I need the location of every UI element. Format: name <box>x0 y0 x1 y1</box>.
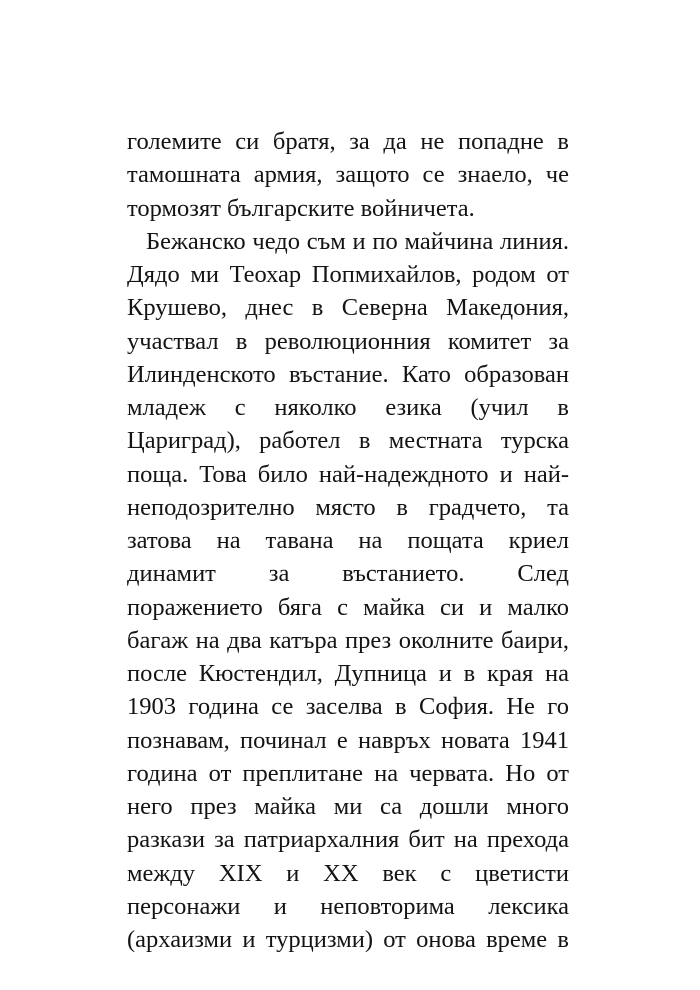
text-line: багаж на два катъра през околните баири, <box>127 626 569 654</box>
text-line: затова на тавана на пощата криел <box>127 527 569 554</box>
text-line: после Кюстендил, Дупница и в края на <box>127 660 569 687</box>
text-line: неподозрително място в градчето, та <box>127 493 569 521</box>
body-text <box>127 125 569 956</box>
text-line: тамошната армия, защото се знаело, че <box>127 161 569 189</box>
text-line: година от преплитане на червата. Но от <box>127 759 569 787</box>
text-line: (архаизми и турцизми) от онова време в <box>127 926 569 953</box>
text-line: поща. Това било най-надеждното и най- <box>127 460 569 488</box>
text-line: поражението бяга с майка си и малко <box>127 593 569 621</box>
text-line: него през майка ми са дошли много <box>127 793 569 820</box>
text-line: познавам, починал е навръх новата 1941 <box>127 726 569 754</box>
paragraph-first-line: Бежанско чедо съм и по майчина линия. <box>146 227 569 255</box>
text-line: динамит за въстанието. След <box>127 560 569 588</box>
text-line: участвал в революционния комитет за <box>127 327 569 355</box>
text-line: 1903 година се заселва в София. Не го <box>127 693 569 721</box>
text-line: между XIX и XX век с цветисти <box>127 859 569 887</box>
text-line: големите си братя, за да не попадне в <box>127 128 569 155</box>
text-line: Цариград), работел в местната турска <box>127 427 569 455</box>
text-line: младеж с няколко езика (учил в <box>127 394 569 421</box>
text-line: тормозят българските войничета. <box>127 194 475 222</box>
text-line: Крушево, днес в Северна Македония, <box>127 294 569 322</box>
text-line: Илинденското въстание. Като образован <box>127 360 569 388</box>
text-line: персонажи и неповторима лексика <box>127 892 569 920</box>
text-line: разкази за патриархалния бит на прехода <box>127 826 569 854</box>
text-line: Дядо ми Теохар Попмихайлов, родом от <box>127 261 569 288</box>
